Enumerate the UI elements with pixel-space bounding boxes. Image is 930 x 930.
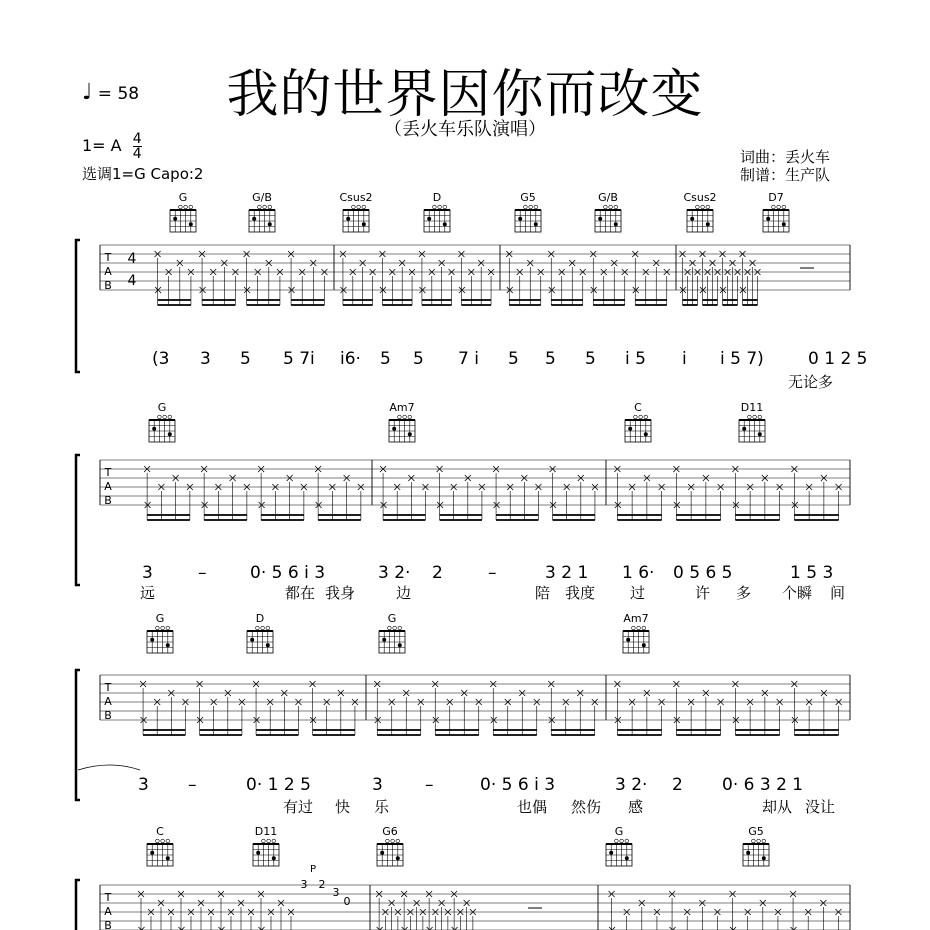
open-string-marker: [391, 839, 395, 843]
chord-name: G5: [748, 825, 764, 838]
jianpu-number: 0· 6 3 2 1: [722, 775, 804, 795]
finger-dot: [382, 638, 386, 642]
open-string-marker: [696, 205, 700, 209]
credit-words-music: 词曲：丢火车: [740, 148, 831, 166]
open-string-marker: [396, 839, 400, 843]
chord-name: D11: [740, 401, 764, 414]
tab-time-top: 4: [127, 251, 137, 267]
open-string-marker: [620, 839, 624, 843]
finger-dot: [598, 217, 602, 221]
chord-name: D11: [254, 825, 278, 838]
chord-name: C: [156, 825, 164, 838]
tab-letter-t: T: [104, 466, 112, 479]
chord-name: G5: [520, 191, 536, 204]
finger-dot: [625, 856, 629, 860]
finger-dot: [392, 427, 396, 431]
tempo-value: = 58: [97, 84, 140, 104]
open-string-marker: [357, 205, 361, 209]
finger-dot: [644, 432, 648, 436]
open-string-marker: [262, 839, 266, 843]
open-string-marker: [352, 205, 356, 209]
open-string-marker: [534, 205, 538, 209]
jianpu-number: 5 7i: [283, 349, 315, 369]
chord-name: Csus2: [339, 191, 373, 204]
lyric-text: 多: [736, 584, 752, 602]
jianpu-number: 2: [432, 563, 443, 583]
jianpu-number: i: [682, 349, 687, 369]
open-string-marker: [615, 839, 619, 843]
open-string-marker: [179, 205, 183, 209]
open-string-marker: [163, 415, 167, 419]
open-string-marker: [261, 626, 265, 630]
open-string-marker: [408, 415, 412, 419]
chord-name: D: [432, 191, 442, 204]
open-string-marker: [529, 205, 533, 209]
tab-letter-a: A: [104, 480, 112, 493]
open-string-marker: [433, 205, 437, 209]
jianpu-number: 2: [672, 775, 683, 795]
open-string-marker: [161, 626, 165, 630]
open-string-marker: [758, 415, 762, 419]
open-string-marker: [706, 205, 710, 209]
tab-time-bottom: 4: [127, 273, 137, 289]
finger-dot: [628, 427, 632, 431]
jianpu-number: (3: [152, 349, 170, 369]
open-string-marker: [272, 839, 276, 843]
lyric-text: 没让: [805, 798, 836, 816]
lyric-text: 却从: [762, 798, 793, 816]
jianpu-number: 3 2·: [615, 775, 648, 795]
tab-letter-b: B: [104, 709, 112, 722]
open-string-marker: [614, 205, 618, 209]
finger-dot: [762, 856, 766, 860]
jianpu-number: i 5: [625, 349, 646, 369]
tab-letter-t: T: [104, 891, 112, 904]
jianpu-number: 5: [508, 349, 519, 369]
finger-dot: [758, 432, 762, 436]
tab-letter-b: B: [104, 279, 112, 292]
chord-name: D7: [768, 191, 784, 204]
jianpu-number: 1 6·: [622, 563, 655, 583]
lyric-text: 我身: [325, 584, 356, 602]
lyric-text: 也偶: [517, 798, 548, 816]
chord-name: G/B: [598, 191, 618, 204]
time-bottom: 4: [132, 146, 142, 162]
finger-dot: [380, 851, 384, 855]
finger-dot: [518, 217, 522, 221]
open-string-marker: [642, 626, 646, 630]
open-string-marker: [777, 205, 781, 209]
open-string-marker: [398, 415, 402, 419]
finger-dot: [168, 432, 172, 436]
finger-dot: [166, 856, 170, 860]
jianpu-number: 3: [372, 775, 383, 795]
open-string-marker: [258, 205, 262, 209]
finger-dot: [268, 222, 272, 226]
chord-name: Csus2: [683, 191, 717, 204]
open-string-marker: [625, 839, 629, 843]
jianpu-number: i6·: [340, 349, 361, 369]
jianpu-number: –: [425, 775, 434, 795]
open-string-marker: [168, 415, 172, 419]
lyric-text: 有过: [283, 798, 314, 816]
lyric-text: 都在: [285, 584, 316, 602]
chord-name: G: [155, 612, 165, 625]
lyric-text: 我度: [565, 584, 596, 602]
lyric-text: 然伤: [571, 798, 602, 816]
open-string-marker: [782, 205, 786, 209]
open-string-marker: [362, 205, 366, 209]
open-string-marker: [267, 839, 271, 843]
chord-name: D: [255, 612, 265, 625]
finger-dot: [782, 222, 786, 226]
open-string-marker: [644, 415, 648, 419]
tab-fret-number: 0: [343, 895, 351, 908]
finger-dot: [706, 222, 710, 226]
capo-info: 选调1=G Capo:2: [82, 165, 204, 183]
open-string-marker: [156, 626, 160, 630]
finger-dot: [690, 217, 694, 221]
jianpu-number: 5: [413, 349, 424, 369]
jianpu-number: 5: [585, 349, 596, 369]
song-title: 我的世界因你而改变: [226, 65, 704, 125]
chord-name: G: [614, 825, 624, 838]
tab-fret-number: 3: [300, 878, 308, 891]
tab-letter-a: A: [104, 905, 112, 918]
open-string-marker: [256, 626, 260, 630]
jianpu-number: 3 2 1: [545, 563, 589, 583]
tab-letter-a: A: [104, 695, 112, 708]
jianpu-number: –: [198, 563, 207, 583]
system-bracket: [76, 670, 80, 800]
open-string-marker: [701, 205, 705, 209]
open-string-marker: [161, 839, 165, 843]
chord-name: G/B: [252, 191, 272, 204]
open-string-marker: [762, 839, 766, 843]
tab-letter-b: B: [104, 919, 112, 930]
finger-dot: [252, 217, 256, 221]
jianpu-number: 3 2·: [378, 563, 411, 583]
open-string-marker: [166, 839, 170, 843]
chord-name: G: [387, 612, 397, 625]
finger-dot: [746, 851, 750, 855]
open-string-marker: [609, 205, 613, 209]
lyric-text: 许: [695, 584, 711, 602]
jianpu-number: 0· 1 2 5: [246, 775, 311, 795]
tab-letter-t: T: [104, 251, 112, 264]
finger-dot: [534, 222, 538, 226]
open-string-marker: [158, 415, 162, 419]
finger-dot: [398, 643, 402, 647]
lyric-text: 陪: [535, 584, 551, 602]
open-string-marker: [263, 205, 267, 209]
finger-dot: [173, 217, 177, 221]
system-bracket: [76, 240, 80, 372]
jianpu-number: 0 5 6 5: [673, 563, 733, 583]
jianpu-number: –: [188, 775, 197, 795]
finger-dot: [256, 851, 260, 855]
finger-dot: [166, 643, 170, 647]
jianpu-number: 3: [138, 775, 149, 795]
jianpu-number: –: [488, 563, 497, 583]
song-subtitle: （丢火车乐队演唱）: [384, 119, 546, 140]
jianpu-number: 5: [240, 349, 251, 369]
finger-dot: [346, 217, 350, 221]
finger-dot: [642, 643, 646, 647]
finger-dot: [272, 856, 276, 860]
lyric-text: 远: [140, 584, 156, 602]
finger-dot: [250, 638, 254, 642]
open-string-marker: [398, 626, 402, 630]
open-string-marker: [268, 205, 272, 209]
lyric-text: 间: [830, 584, 846, 602]
chord-name: G: [178, 191, 188, 204]
lyric-text: 无论多: [788, 373, 834, 391]
open-string-marker: [156, 839, 160, 843]
open-string-marker: [266, 626, 270, 630]
jianpu-number: 1 5 3: [790, 563, 834, 583]
finger-dot: [609, 851, 613, 855]
finger-dot: [150, 638, 154, 642]
open-string-marker: [189, 205, 193, 209]
finger-dot: [443, 222, 447, 226]
tie-arc: [78, 765, 140, 770]
finger-dot: [626, 638, 630, 642]
finger-dot: [427, 217, 431, 221]
finger-dot: [408, 432, 412, 436]
open-string-marker: [637, 626, 641, 630]
lyric-text: 过: [630, 584, 646, 602]
jianpu-number: 0· 5 6 i 3: [480, 775, 556, 795]
finger-dot: [152, 427, 156, 431]
open-string-marker: [393, 626, 397, 630]
open-string-marker: [632, 626, 636, 630]
chord-name: G6: [382, 825, 398, 838]
open-string-marker: [386, 839, 390, 843]
open-string-marker: [403, 415, 407, 419]
system-bracket: [76, 455, 80, 585]
open-string-marker: [438, 205, 442, 209]
open-string-marker: [634, 415, 638, 419]
jianpu-number: i 5 7): [720, 349, 764, 369]
lyric-text: 个瞬: [782, 584, 813, 602]
lyric-text: 边: [396, 584, 412, 602]
credit-arranger: 制谱：生产队: [740, 166, 831, 184]
jianpu-number: 3: [200, 349, 211, 369]
lyric-text: 快: [335, 798, 351, 816]
open-string-marker: [604, 205, 608, 209]
finger-dot: [742, 427, 746, 431]
chord-name: Am7: [389, 401, 415, 414]
tab-letter-a: A: [104, 265, 112, 278]
jianpu-number: 5: [380, 349, 391, 369]
jianpu-number: 0 1 2 5: [808, 349, 868, 369]
tab-letter-t: T: [104, 681, 112, 694]
finger-dot: [189, 222, 193, 226]
time-top: 4: [132, 131, 142, 147]
chord-name: G: [157, 401, 167, 414]
tab-fret-number: 2: [318, 878, 326, 891]
tab-fret-number: 3: [332, 886, 340, 899]
finger-dot: [766, 217, 770, 221]
open-string-marker: [166, 626, 170, 630]
finger-dot: [614, 222, 618, 226]
jianpu-number: 3: [142, 563, 153, 583]
open-string-marker: [772, 205, 776, 209]
lyric-text: 乐: [374, 798, 390, 816]
tab-letter-b: B: [104, 494, 112, 507]
open-string-marker: [524, 205, 528, 209]
quarter-note-icon: ♩: [82, 80, 93, 105]
open-string-marker: [443, 205, 447, 209]
chord-name: Am7: [623, 612, 649, 625]
open-string-marker: [752, 839, 756, 843]
jianpu-number: 0· 5 6 i 3: [250, 563, 326, 583]
finger-dot: [396, 856, 400, 860]
open-string-marker: [388, 626, 392, 630]
chord-name: C: [634, 401, 642, 414]
jianpu-number: 7 i: [458, 349, 479, 369]
key-label: 1= A: [82, 136, 122, 155]
open-string-marker: [757, 839, 761, 843]
finger-dot: [150, 851, 154, 855]
jianpu-number: 5: [545, 349, 556, 369]
open-string-marker: [184, 205, 188, 209]
pull-off-mark: P: [309, 864, 317, 875]
finger-dot: [362, 222, 366, 226]
open-string-marker: [639, 415, 643, 419]
open-string-marker: [748, 415, 752, 419]
system-bracket: [76, 880, 80, 930]
open-string-marker: [753, 415, 757, 419]
lyric-text: 感: [628, 798, 644, 816]
finger-dot: [266, 643, 270, 647]
